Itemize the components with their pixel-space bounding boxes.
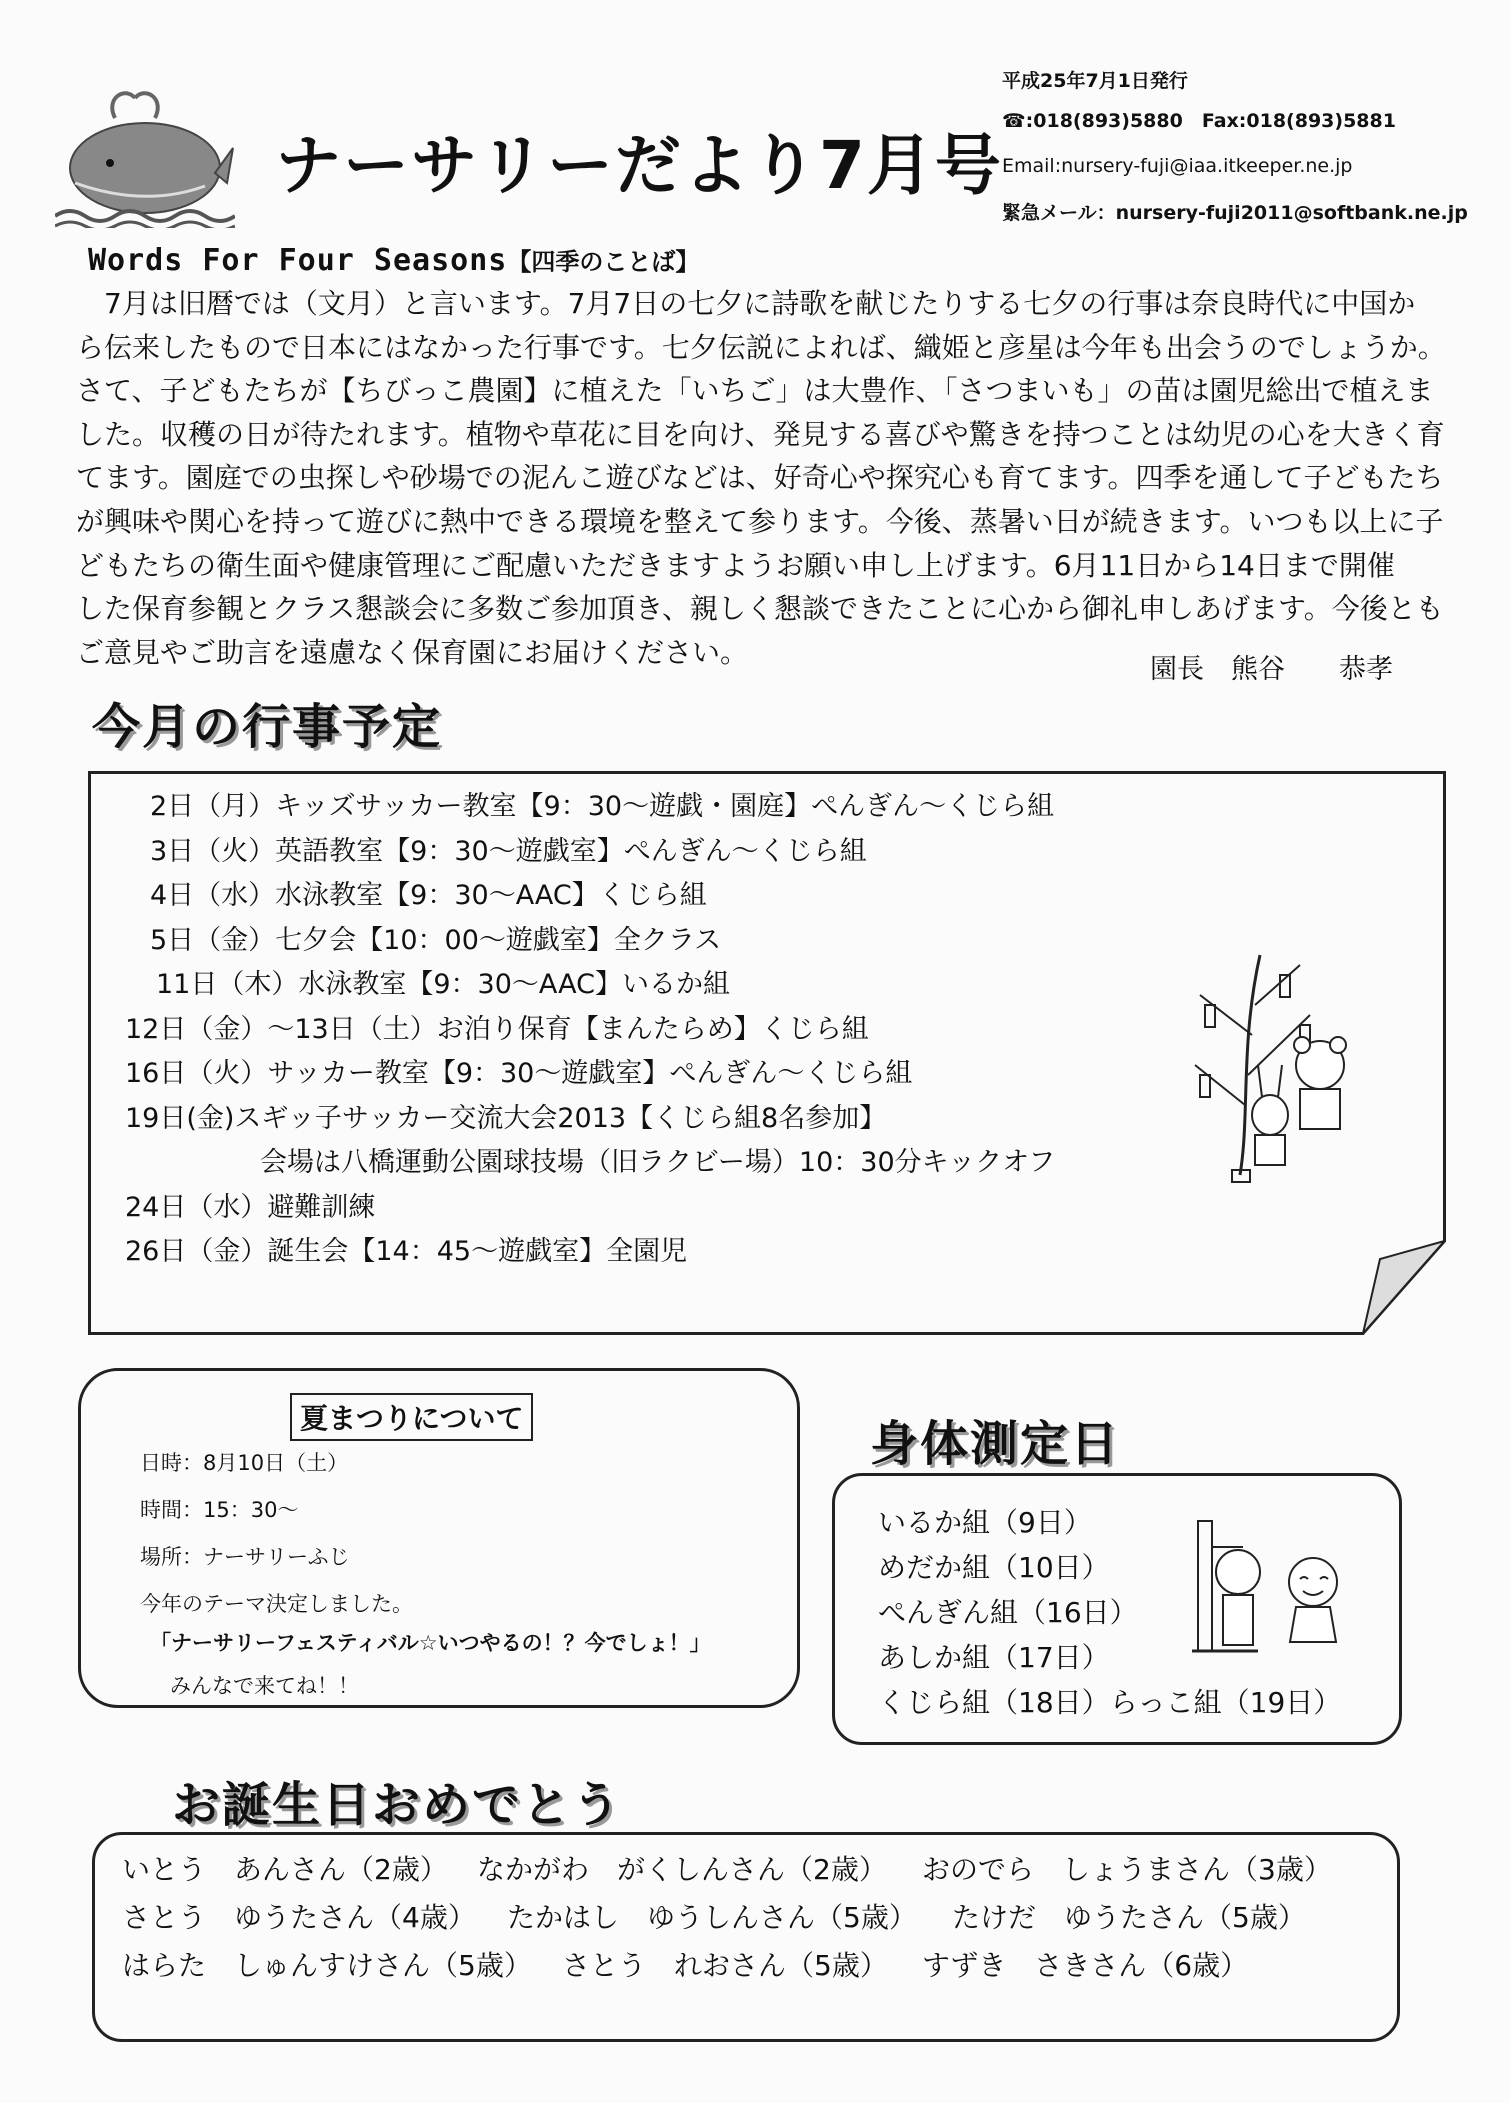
birthday-child: なかがわ がくしんさん（2歳） xyxy=(477,1853,887,1886)
event-item: 16日（火）サッカー教室【9：30～遊戯室】ぺんぎん～くじら組 xyxy=(125,1058,913,1089)
measurement-item: いるか組（9日） xyxy=(878,1506,1092,1539)
festival-invitation: みんなで来てね！！ xyxy=(170,1674,359,1698)
birthday-child: おのでら しょうまさん（3歳） xyxy=(922,1853,1332,1886)
festival-time: 時間：15：30～ xyxy=(140,1498,299,1522)
birthday-child: いとう あんさん（2歳） xyxy=(122,1853,448,1886)
festival-title: 夏まつりについて xyxy=(290,1393,533,1441)
measurement-item: くじら組（18日）らっこ組（19日） xyxy=(878,1686,1342,1719)
festival-place: 場所：ナーサリーふじ xyxy=(140,1545,350,1569)
intro-line: 7月は旧暦では（文月）と言います。7月7日の七夕に詩歌を献じたりする七夕の行事は奈良時代に中国か xyxy=(76,287,1416,320)
emergency-mail: 緊急メール：nursery-fuji2011@softbank.ne.jp xyxy=(1002,202,1468,224)
intro-paragraph xyxy=(76,282,1446,674)
festival-theme: 「ナーサリーフェスティバル☆いつやるの！？今でしょ！」 xyxy=(150,1631,711,1655)
event-item: 4日（水）水泳教室【9：30～AAC】くじら組 xyxy=(150,880,707,911)
event-item: 19日(金)スギッ子サッカー交流大会2013【くじら組8名参加】 xyxy=(125,1102,887,1134)
events-list xyxy=(120,785,1055,1275)
birthday-child: たけだ ゆうたさん（5歳） xyxy=(952,1901,1306,1934)
birthday-child: すずき さきさん（6歳） xyxy=(922,1949,1249,1982)
birthday-heading: お誕生日おめでとう xyxy=(172,1777,623,1833)
measurement-item: あしか組（17日） xyxy=(878,1641,1110,1674)
intro-line: した。収穫の日が待たれます。植物や草花に目を向け、発見する喜びや驚きを持つことは幼児の心を大きく育 xyxy=(76,417,1445,451)
event-item: 5日（金）七夕会【10：00～遊戯室】全クラス xyxy=(150,924,722,956)
tel-fax: ☎:018(893)5880 Fax:018(893)5881 xyxy=(1002,110,1396,132)
tanabata-illustration xyxy=(1180,945,1395,1185)
email-address: Email:nursery-fuji@iaa.itkeeper.ne.jp xyxy=(1002,155,1353,177)
event-item: 会場は八橋運動公園球技場（旧ラクビー場）10：30分キックオフ xyxy=(260,1147,1056,1178)
event-item: 3日（火）英語教室【9：30～遊戯室】ぺんぎん～くじら組 xyxy=(150,835,867,867)
words-heading xyxy=(88,242,699,278)
intro-line: した保育参観とクラス懇談会に多数ご参加頂き、親しく懇談できたことに心から御礼申しあげます。今後とも xyxy=(76,592,1444,626)
event-item: 2日（月）キッズサッカー教室【9：30～遊戯・園庭】ぺんぎん～くじら組 xyxy=(150,791,1055,822)
intro-line: が興味や関心を持って遊びに熱中できる環境を整えて参ります。今後、蒸暑い日が続きます。いつも以上に子 xyxy=(76,504,1444,538)
event-item: 12日（金）～13日（土）お泊り保育【まんたらめ】くじら組 xyxy=(125,1013,869,1045)
whale-icon xyxy=(55,78,235,228)
page-title: ナーサリーだより7月号 xyxy=(275,127,1003,204)
birthday-child: たかはし ゆうしんさん（5歳） xyxy=(507,1901,917,1934)
issue-date: 平成25年7月1日発行 xyxy=(1002,70,1188,92)
birthday-child: はらた しゅんすけさん（5歳） xyxy=(122,1949,532,1982)
intro-line: ご意見やご助言を遠慮なく保育園にお届けください。 xyxy=(76,635,749,669)
intro-line: ら伝来したもので日本にはなかった行事です。七夕伝説によれば、織姫と彦星は今年も出会うのでしょうか。 xyxy=(76,330,1446,364)
event-item: 11日（木）水泳教室【9：30～AAC】いるか組 xyxy=(156,969,730,1000)
measurement-heading: 身体測定日 xyxy=(870,1416,1121,1472)
birthday-child: さとう ゆうたさん（4歳） xyxy=(122,1901,476,1934)
events-heading: 今月の行事予定 xyxy=(92,699,443,755)
intro-line: どもたちの衛生面や健康管理にご配慮いただきますようお願い申し上げます。6月11日から14日まで開催 xyxy=(76,548,1395,582)
festival-theme-intro: 今年のテーマ決定しました。 xyxy=(140,1592,413,1616)
height-measure-illustration xyxy=(1188,1517,1363,1655)
intro-line: さて、子どもたちが【ちびっこ農園】に植えた「いちご」は大豊作、「さつまいも」の苗は園児総出で植えま xyxy=(76,374,1434,408)
measurement-item: ぺんぎん組（16日） xyxy=(878,1596,1138,1629)
event-item: 24日（水）避難訓練 xyxy=(125,1191,376,1223)
words-heading-en: Words For Four Seasons xyxy=(88,243,508,278)
words-heading-jp: 【四季のことば】 xyxy=(507,248,700,276)
event-item: 26日（金）誕生会【14：45～遊戯室】全園児 xyxy=(125,1236,688,1267)
festival-date: 日時：8月10日（土） xyxy=(140,1451,349,1475)
intro-line: てます。園庭での虫探しや砂場での泥んこ遊びなどは、好奇心や探究心も育てます。四季を通して子どもたち xyxy=(76,461,1444,495)
principal-signature: 園長 熊谷 恭孝 xyxy=(1150,654,1393,685)
birthday-child: さとう れおさん（5歳） xyxy=(562,1949,888,1982)
measurement-item: めだか組（10日） xyxy=(878,1551,1110,1584)
